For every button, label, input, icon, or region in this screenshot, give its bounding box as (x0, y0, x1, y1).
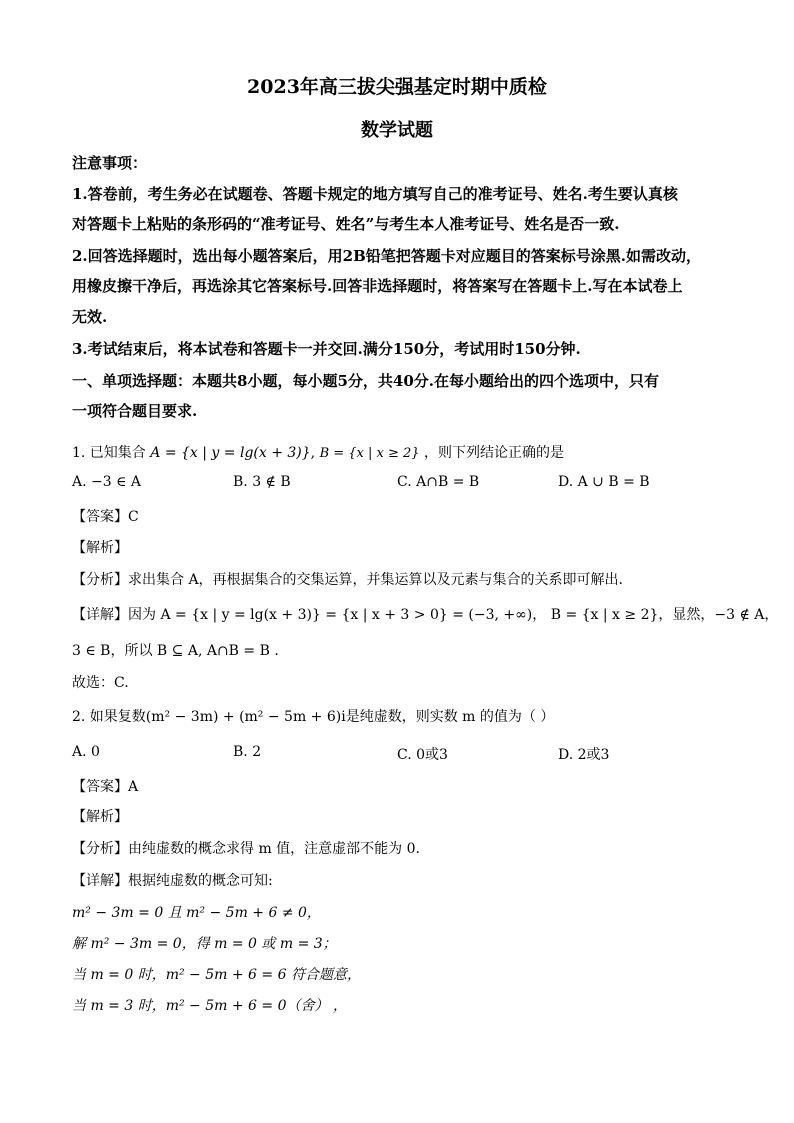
question-1-option-b: B. 3 ∉ B (233, 474, 291, 490)
question-1-option-a: A. −3 ∈ A (72, 474, 142, 490)
question-2-stem: 2. 如果复数(m² − 3m) + (m² − 5m + 6)i是纯虚数，则实数 m 的值为（ ） (72, 709, 555, 725)
notice-line-4: 用橡皮擦干净后，再选涂其它答案标号.回答非选择题时，将答案写在答题卡上.写在本试卷上 (72, 277, 683, 295)
question-1-prefix: 1. 已知集合 (72, 445, 146, 461)
question-2-fenxi: 【分析】由纯虚数的概念求得 m 值，注意虚部不能为 0. (72, 841, 420, 857)
question-2-option-b: B. 2 (233, 744, 262, 760)
question-1-stem: 1. 已知集合 A = {x | y = lg(x + 3)}, B = {x | x ≥ 2} ，则下列结论正确的是 (72, 445, 565, 461)
notice-heading: 注意事项： (72, 154, 148, 172)
exam-title: 2023年高三拔尖强基定时期中质检 (247, 76, 547, 98)
question-1-suffix: ，则下列结论正确的是 (424, 445, 565, 461)
question-1-option-c: C. A∩B = B (397, 474, 480, 490)
question-2-step-1: m² − 3m = 0 且 m² − 5m + 6 ≠ 0， (72, 905, 321, 921)
question-2-option-d: D. 2或3 (558, 747, 610, 763)
exam-subtitle: 数学试题 (361, 120, 433, 141)
notice-line-5: 无效. (72, 308, 108, 326)
question-2-option-c: C. 0或3 (397, 747, 448, 763)
question-2-step-3: 当 m = 0 时，m² − 5m + 6 = 6 符合题意， (72, 967, 361, 983)
question-2-answer: 【答案】A (72, 779, 139, 795)
question-1-option-d: D. A ∪ B = B (558, 474, 650, 490)
notice-line-2: 对答题卡上粘贴的条形码的“准考证号、姓名”与考生本人准考证号、姓名是否一致. (72, 215, 620, 233)
question-2-step-2: 解 m² − 3m = 0，得 m = 0 或 m = 3； (72, 936, 337, 952)
question-1-detail-line-1: 【详解】因为 A = {x | y = lg(x + 3)} = {x | x + 3 > 0} = (−3, +∞)， B = {x | x ≥ 2}，显然，−3 ∉ A， (72, 607, 779, 623)
notice-line-3: 2.回答选择题时，选出每小题答案后，用2B铅笔把答题卡对应题目的答案标号涂黑.如需改动， (72, 247, 702, 265)
question-2-detail: 【详解】根据纯虚数的概念可知: (72, 873, 273, 889)
question-1-conclusion: 故选：C. (72, 675, 129, 691)
question-2-analysis-label: 【解析】 (72, 809, 128, 825)
question-2-option-a: A. 0 (72, 744, 100, 760)
question-2-step-4: 当 m = 3 时，m² − 5m + 6 = 0（舍） ， (72, 998, 347, 1014)
question-1-fenxi: 【分析】求出集合 A，再根据集合的交集运算，并集运算以及元素与集合的关系即可解出. (72, 572, 624, 588)
section-heading-line-1: 一、单项选择题：本题共8小题，每小题5分，共40分.在每小题给出的四个选项中，只有 (72, 372, 659, 390)
section-heading-line-2: 一项符合题目要求. (72, 402, 198, 420)
question-1-analysis-label: 【解析】 (72, 540, 128, 556)
notice-line-1: 1.答卷前，考生务必在试题卷、答题卡规定的地方填写自己的准考证号、姓名.考生要认真核 (72, 185, 678, 203)
question-1-set-a: A = {x | y = lg(x + 3)} (150, 445, 311, 461)
question-1-detail-line-2: 3 ∈ B，所以 B ⊆ A, A∩B = B . (72, 643, 279, 659)
question-1-answer: 【答案】C (72, 509, 139, 525)
notice-line-6: 3.考试结束后，将本试卷和答题卡一并交回.满分150分，考试用时150分钟. (72, 340, 581, 358)
question-1-set-b: B = {x | x ≥ 2} (319, 446, 420, 461)
